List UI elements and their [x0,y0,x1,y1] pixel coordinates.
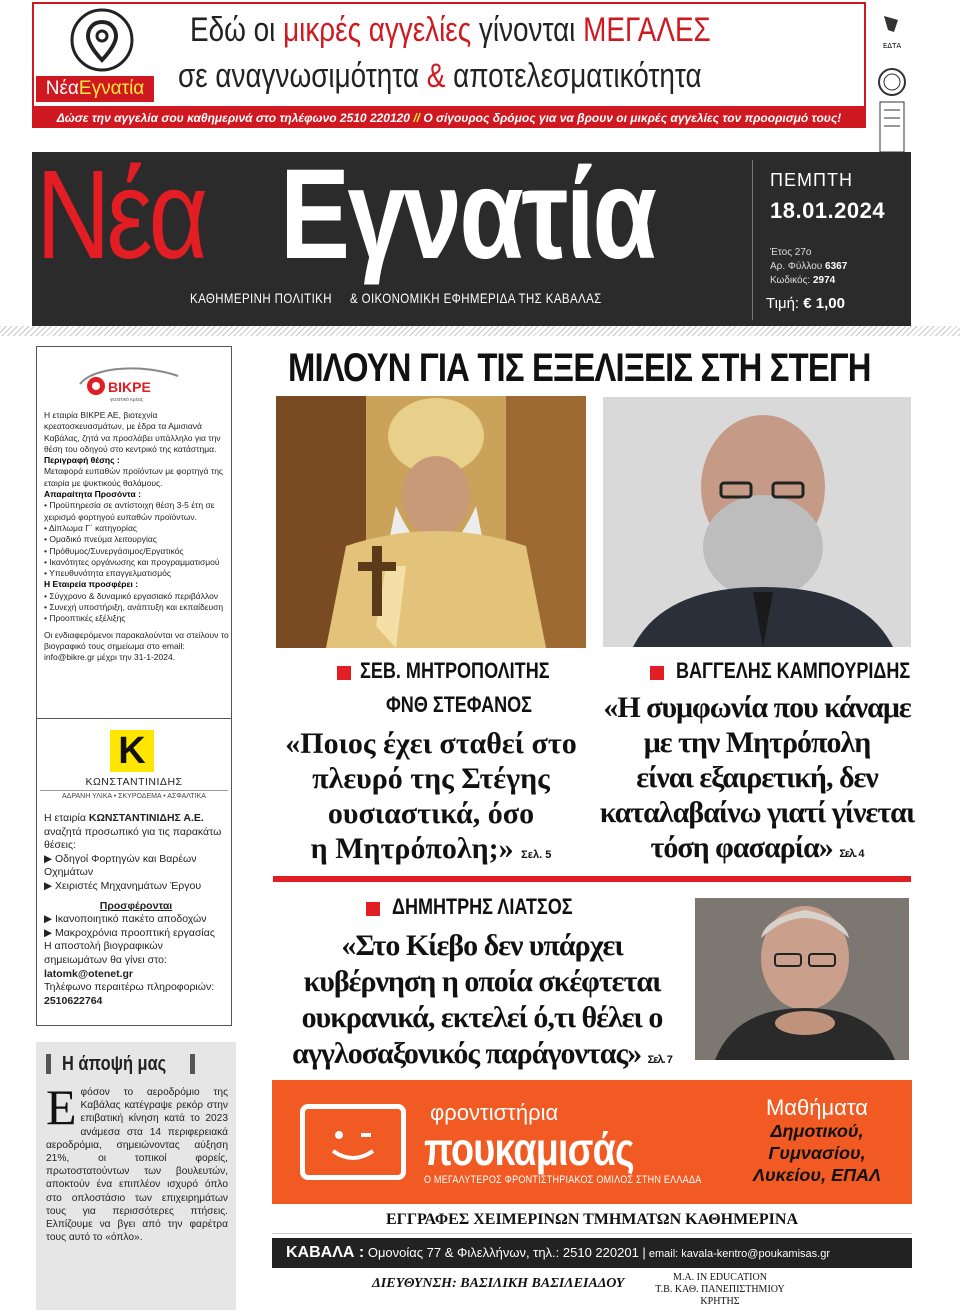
tutoring-slogan: Ο ΜΕΓΑΛΥΤΕΡΟΣ ΦΡΟΝΤΙΣΤΗΡΙΑΚΟΣ ΟΜΙΛΟΣ ΣΤΗΝ ΕΛΛΑΔΑ [424,1174,702,1186]
story3-name: ΔΗΜΗΤΡΗΣ ΛΙΑΤΣΟΣ [392,894,573,919]
tutoring-brand-top: φροντιστήρια [430,1100,559,1125]
masthead-divider [752,160,753,320]
newspaper-logo-small: ΝέαΕγνατία [36,76,154,102]
hatch-divider [0,326,960,336]
edta-badge-text: ΕΔΤΑ [882,42,902,50]
location-pin-icon [70,8,134,78]
issue-code: Κωδικός: 2974 [770,275,836,286]
tutoring-brand: πουκαμισάς [424,1123,634,1175]
story3-page-ref: Σελ. 7 [647,1054,672,1066]
tutoring-contact-strip: ΚΑΒΑΛΑ : Ομονοίας 77 & Φιλελλήνων, τηλ.: 2510 220201 | email: kavala-kentro@poukamisas.gr [272,1238,912,1268]
editorial-title-bar-left [46,1054,51,1074]
story3-quote: «Στο Κίεβο δεν υπάρχει κυβέρνηση η οποία σκέφτεται ουκρανικά, εκτελεί ό,τι θέλει ο αγγλοσαξονικός παράγοντας» Σελ. 7 [292,929,672,1070]
vikre-logo-text: ΒΙΚΡΕ [108,379,151,395]
editorial-text: Εφόσον το αεροδρόμιο της Καβάλας κατέγραψε ρεκόρ στην επιβατική κίνηση κατά το 2023 ανάμεσα στα 14 περιφερειακά αεροδρόμια, σημειώνοντας αύξηση 21%, οι τοπικοί φορείς, πρωτοστατούντων των βουλευτών, αποκτούν ένα επιπλέον ισχυρό όπλο στο οπλοστάσιο των επιχειρημάτων τους για περισσότερες πτήσεις. Ελπίζουμε να βγει από την φαρέτρα τους αυτό το «όπλο». [46,1079,228,1244]
konstantinidis-ad-text: Η εταιρία ΚΩΝΣΤΑΝΤΙΝΙΔΗΣ Α.Ε. αναζητά προσωπικό για τις παρακάτω θέσεις: ▶ Οδηγοί Φορτηγών και Βαρέων Οχημάτων ▶ Χειριστές Μηχανημάτων Έργου Προσφέρονται ▶ Ικανοποιητικό πακέτο αποδοχών ▶ Μακροχρόνια προοπτική εργασίας Η αποστολή βιογραφικών σημειωμάτων θα γίνει στο: latomk@otenet.gr Τηλέφωνο περαιτέρω πληροφοριών: 2510622764 [44,812,222,1007]
editorial-title-bar-right [190,1054,195,1074]
smile-icon [300,1104,406,1180]
issue-price: Τιμή: € 1,00 [766,295,845,312]
banner-phone-strip: Δώσε την αγγελία σου καθημερινά στο τηλέφωνο 2510 220120 // Ο σίγουρος δρόμος για να βρουν οι μικρές αγγελίες τον προορισμό τους! [32,108,866,128]
issue-day: ΠΕΜΠΤΗ [770,170,853,190]
konstantinidis-name: ΚΩΝΣΤΑΝΤΙΝΙΔΗΣ [85,776,183,788]
main-headline: ΜΙΛΟΥΝ ΓΙΑ ΤΙΣ ΕΞΕΛΙΞΕΙΣ ΣΤΗ ΣΤΕΓΗ [288,346,871,390]
vikre-logo-sub: γευστικό κρέας [110,397,144,403]
tutoring-lessons: Μαθήματα Δημοτικού, Γυμνασίου, Λυκείου, ΕΠΑΛ [752,1095,882,1185]
tutoring-credentials: Μ.Α. IN EDUCATION Τ.Β. ΚΑΘ. ΠΑΝΕΠΙΣΤΗΜΙΟΥ ΚΡΗΤΗΣ [655,1272,785,1307]
banner-line-1: Εδώ οι μικρές αγγελίες γίνονται ΜΕΓΑΛΕΣ [190,11,711,49]
vikre-logo [74,364,184,404]
story2-quote: «Η συμφωνία που κάναμε με την Μητρόπολη είναι εξαιρετική, δεν καταλαβαίνω γιατί γίνεται τόση φασαρία» Σελ. 4 [599,691,915,864]
story2-page-ref: Σελ. 4 [839,848,864,860]
photo-kampouridis [603,397,911,647]
masthead-title-nea: Νέα [36,144,205,285]
press-badges [876,6,908,166]
issue-meta [770,246,847,288]
photo-metropolitan [276,396,586,648]
story1-bullet [337,666,351,680]
tutoring-director: ΔΙΕΥΘΥΝΣΗ: ΒΑΣΙΛΙΚΗ ΒΑΣΙΛΕΙΑΔΟΥ [372,1276,625,1291]
issue-date: 18.01.2024 [770,198,886,223]
masthead-tagline: ΚΑΘΗΜΕΡΙΝΗ ΠΟΛΙΤΙΚΗ & ΟΙΚΟΝΟΜΙΚΗ ΕΦΗΜΕΡΙΔΑ ΤΗΣ ΚΑΒΑΛΑΣ [190,290,602,306]
tutoring-enrollment-strip: ΕΓΓΡΑΦΕΣ ΧΕΙΜΕΡΙΝΩΝ ΤΜΗΜΑΤΩΝ ΚΑΘΗΜΕΡΙΝΑ [272,1206,912,1234]
konstantinidis-subtitle: ΑΔΡΑΝΗ ΥΛΙΚΑ • ΣΚΥΡΟΔΕΜΑ • ΑΣΦΑΛΤΙΚΑ [40,790,228,800]
vikre-ad-text: Η εταιρία ΒΙΚΡΕ ΑΕ, βιοτεχνία κρεατοσκευασμάτων, με έδρα τα Αμισιανά Καβάλας, ζητά να προσλάβει υπάλληλο για την θέση του οδηγού στο κεντρικό της κατάστημα. Περιγραφή θέσης : Μεταφορά ευπαθών προϊόντων με φορτηγά της εταιρία με ψυκτικούς θαλάμους. Απαραίτητα Προσόντα : • Προϋπηρεσία σε αντίστοιχη θέση 3-5 έτη σε χειρισμό φορτηγού ευπαθών προϊόντων. • Δίπλωμα Γ΄ κατηγορίας • Ομαδικό πνεύμα λειτουργίας • Πρόθυμος/Συνεργάσιμος/Εργατικός • Ικανότητες οργάνωσης και προγραμματισμού • Υπευθυνότητα επαγγελματισμός Η Εταιρεία προσφέρει : • Σύγχρονο & δυναμικό εργασιακό περιβάλλον • Συνεχή υποστήριξη, ανάπτυξη και εκπαίδευση • Προοπτικές εξέλιξης Οι ενδιαφερόμενοι παρακαλούνται να στείλουν το βιογραφικό τους σημείωμα στο email: info@bikre.gr μέχρι την 31-1-2024. [44,410,229,663]
section-divider [273,876,911,882]
story1-page-ref: Σελ. 5 [521,849,552,861]
konstantinidis-logo: Κ [110,730,154,772]
story1-name-line2: ΦΝΘ ΣΤΕΦΑΝΟΣ [386,692,532,717]
story2-name: ΒΑΓΓΕΛΗΣ ΚΑΜΠΟΥΡΙΔΗΣ [676,658,911,683]
story3-bullet [366,902,380,916]
issue-year: Έτος 27ο [770,247,812,258]
photo-liatsos [695,898,909,1060]
masthead-title-egnatia: Εγνατία [280,143,655,286]
banner-line-2: σε αναγνωσιμότητα & αποτελεσματικότητα [178,57,702,95]
editorial-title: Η άποψή μας [62,1053,167,1075]
issue-number: Αρ. Φύλλου 6367 [770,261,848,272]
story1-name-line1: ΣΕΒ. ΜΗΤΡΟΠΟΛΙΤΗΣ [360,658,550,683]
story1-quote: «Ποιος έχει σταθεί στο πλευρό της Στέγης ουσιαστικά, όσο η Μητρόπολη;» Σελ. 5 [285,727,577,865]
story2-bullet [650,666,664,680]
